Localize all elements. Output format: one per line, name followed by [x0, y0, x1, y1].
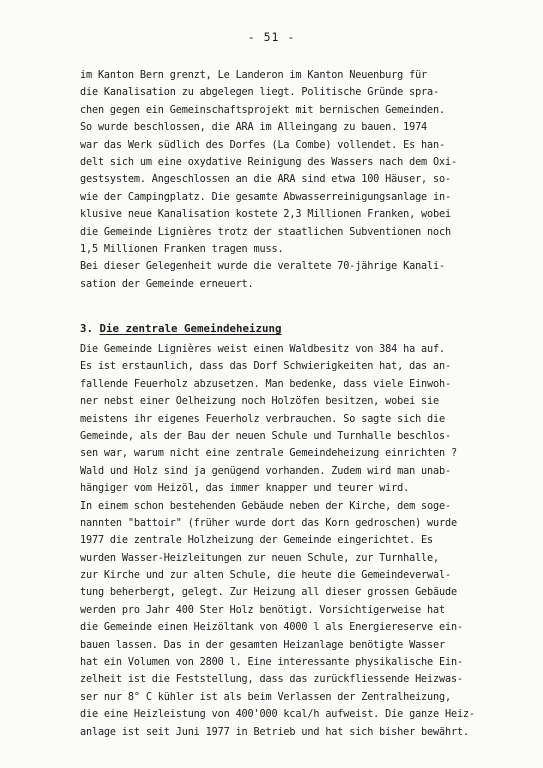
text-line: Es ist erstaunlich, dass das Dorf Schwierigkeiten hat, das an-: [80, 361, 451, 373]
text-line: im Kanton Bern grenzt, Le Landeron im Kanton Neuenburg für: [80, 70, 428, 81]
text-line: sen war, warum nicht eine zentrale Gemeindeheizung einrichten ?: [80, 448, 457, 460]
text-line: anlage ist seit Juni 1977 in Betrieb und hat sich bisher bewährt.: [80, 726, 469, 738]
text-line: nannten "battoir" (früher wurde dort das Korn gedroschen) wurde: [80, 517, 457, 529]
text-line: gestsystem. Angeschlossen an die ARA sind etwa 100 Häuser, so-: [80, 174, 451, 186]
text-line: war das Werk südlich des Dorfes (La Combe) vollendet. Es han-: [80, 139, 445, 151]
text-line: delt sich um eine oxydative Reinigung des Wassers nach dem Oxi-: [80, 156, 457, 168]
text-line: sation der Gemeinde erneuert.: [80, 278, 254, 290]
text-line: meistens ihr eigenes Feuerholz verbrauchen. So sagte sich die: [80, 413, 445, 425]
text-line: fallende Feuerholz abzusetzen. Man bedenke, dass viele Einwoh-: [80, 378, 451, 390]
text-line: chen gegen ein Gemeinschaftsprojekt mit bernischen Gemeinden.: [80, 104, 445, 116]
text-line: wurden Wasser-Heizleitungen zur neuen Schule, zur Turnhalle,: [80, 552, 440, 564]
paragraph-central-heating: [80, 341, 475, 741]
text-line: Gemeinde, als der Bau der neuen Schule und Turnhalle beschlos-: [80, 430, 451, 442]
section-title: Die zentrale Gemeindeheizung: [99, 322, 282, 335]
text-line: 1,5 Millionen Franken tragen muss.: [80, 243, 284, 255]
text-line: bauen lassen. Das in der gesamten Heizanlage benötigte Wasser: [80, 639, 445, 651]
text-line: klusive neue Kanalisation kostete 2,3 Millionen Franken, wobei: [80, 209, 451, 221]
page-number: - 51 -: [247, 30, 296, 44]
text-line: werden pro Jahr 400 Ster Holz benötigt. Vorsichtigerweise hat: [80, 604, 445, 616]
text-line: tung beherbergt, gelegt. Zur Heizung all dieser grossen Gebäude: [80, 587, 457, 599]
text-line: ner nebst einer Oelheizung noch Holzöfen besitzen, wobei sie: [80, 396, 440, 408]
text-line: ser nur 8° C kühler ist als beim Verlassen der Zentralheizung,: [80, 691, 451, 703]
text-line: die Gemeinde Lignières trotz der staatlichen Subventionen noch: [80, 226, 451, 238]
text-line: So wurde beschlossen, die ARA im Alleingang zu bauen. 1974: [80, 122, 428, 134]
text-line: hat ein Volumen von 2800 l. Eine interessante physikalische Ein-: [80, 657, 463, 669]
text-line: die Kanalisation zu abgelegen liegt. Politische Gründe spra-: [80, 87, 440, 99]
text-line: In einem schon bestehenden Gebäude neben der Kirche, dem soge-: [80, 500, 451, 512]
section-heading: [80, 322, 282, 336]
text-line: Wald und Holz sind ja genügend vorhanden. Zudem wird man unab-: [80, 465, 451, 477]
text-line: zur Kirche und zur alten Schule, die heute die Gemeindeverwal-: [80, 570, 451, 582]
paragraph-ara-wastewater: [80, 67, 457, 293]
text-line: Die Gemeinde Lignières weist einen Waldbesitz von 384 ha auf.: [80, 344, 445, 355]
text-line: 1977 die zentrale Holzheizung der Gemeinde eingerichtet. Es: [80, 535, 434, 547]
text-line: Bei dieser Gelegenheit wurde die veraltete 70-jährige Kanali-: [80, 261, 445, 273]
text-line: wie der Campingplatz. Die gesamte Abwasserreinigungsanlage in-: [80, 191, 451, 203]
text-line: die Gemeinde einen Heizöltank von 4000 l als Energiereserve ein-: [80, 622, 463, 634]
text-line: hängiger vom Heizöl, das immer knapper und teurer wird.: [80, 483, 410, 495]
text-line: die eine Heizleistung von 400'000 kcal/h aufweist. Die ganze Heiz-: [80, 709, 475, 721]
text-line: zelheit ist die Feststellung, dass das zurückfliessende Heizwas-: [80, 674, 463, 686]
section-number: 3.: [80, 322, 94, 335]
